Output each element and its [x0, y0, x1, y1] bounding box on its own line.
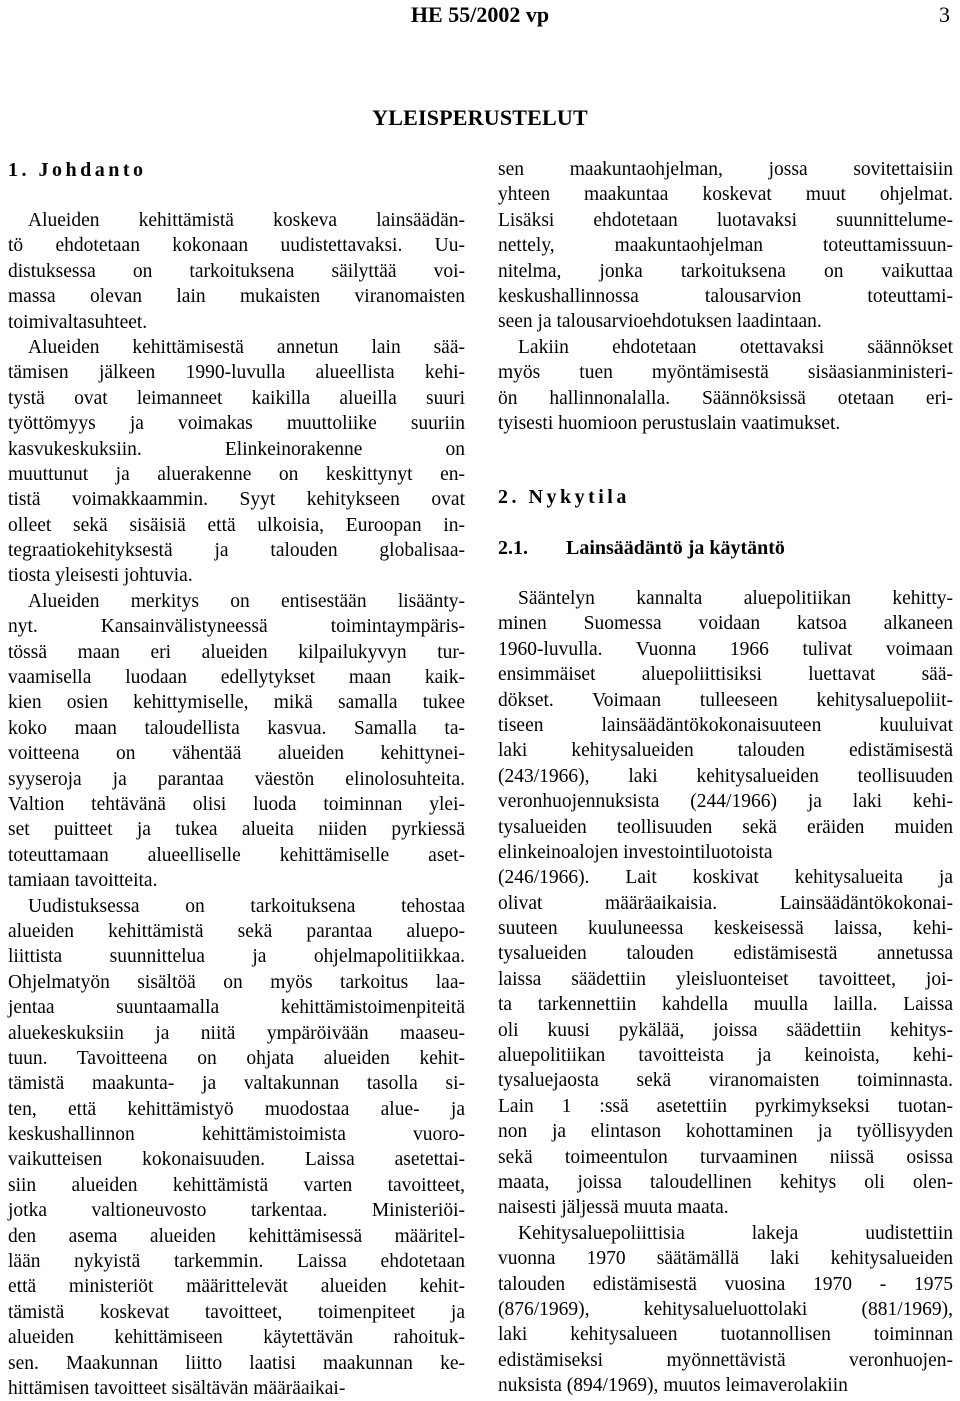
text-line: Alueiden kehittämisestä annetun lain sää- — [28, 336, 465, 358]
text-line: aluepolitiikan tavoitteista ja keinoista, kehi- — [498, 1045, 953, 1067]
text-line: set puitteet ja tukea alueita niiden pyrkiessä — [8, 819, 465, 841]
text-line: Lain 1 :ssä asetettiin pyrkimykseksi tuotan- — [498, 1095, 953, 1117]
text-line: olleet sekä sisäisiä että ulkoisia, Euroopan in- — [8, 514, 465, 536]
text-line: vaikutteisen kokonaisuuden. Laissa asetettai- — [8, 1149, 465, 1171]
text-line: alueiden kehittämistä sekä parantaa aluepo- — [8, 920, 465, 942]
document-id: HE 55/2002 vp — [410, 2, 550, 27]
text-line: koko maan taloudellista kasvua. Samalla ta- — [8, 717, 465, 739]
text-line: laki kehitysalueen tuotannollisen toiminnan — [498, 1324, 953, 1346]
subheading-number: 2.1. — [498, 537, 528, 559]
text-line: voitteena on vähentää alueiden kehittynei- — [8, 743, 465, 765]
text-line: jentaa suuntaamalla kehittämistoimenpiteitä — [8, 997, 465, 1019]
page-number: 3 — [939, 2, 950, 27]
text-line: laki kehitysalueiden talouden edistämisestä — [498, 740, 953, 762]
text-line: Sääntelyn kannalta aluepolitiikan kehitty- — [518, 588, 953, 609]
text-line: muuttunut ja aluerakenne on keskittynyt en- — [8, 463, 465, 485]
text-line: Valtion tehtävänä olisi luoda toiminnan ylei- — [8, 793, 465, 815]
text-line: ensimmäiset aluepoliittisiksi luettavat sää- — [498, 664, 953, 686]
text-line: tiseen lainsäädäntökokonaisuuteen kuuluivat — [498, 714, 953, 736]
text-line: aluekeskuksiin ja niitä ympäröivään maaseu- — [8, 1022, 465, 1044]
text-line: Kehitysaluepoliittisia lakeja uudistettiin — [518, 1222, 953, 1244]
subheading-lainsaadanto — [498, 537, 785, 560]
text-line: työttömyys ja voimakas muuttoliike suuriin — [8, 413, 465, 435]
text-line: syyseroja ja parantaa väestön elinolosuhteita. — [8, 768, 465, 790]
text-line: tö ehdotetaan kokonaan uudistettavaksi. Uu- — [8, 235, 465, 257]
text-line: tiosta yleisesti johtuvia. — [8, 565, 193, 587]
text-line: tamiaan tavoitteita. — [8, 870, 158, 892]
text-line: Alueiden kehittämistä koskeva lainsäädän- — [28, 210, 465, 231]
text-line: elinkeinoalojen investointiluotoista — [498, 841, 773, 863]
text-line: den asema alueiden kehittämisessä määritel- — [8, 1225, 465, 1247]
text-line: vuonna 1970 säätämällä laki kehitysalueiden — [498, 1248, 953, 1270]
text-line: keskushallinnon kehittämistoimista vuoro- — [8, 1124, 465, 1146]
text-line: lään nykyistä tarkemmin. Laissa ehdotetaan — [8, 1251, 465, 1273]
text-line: seen ja talousarvioehdotuksen laadintaan. — [498, 311, 822, 333]
text-line: ten, että kehittämistyö muodostaa alue- ja — [8, 1098, 465, 1120]
right-column-text-b — [498, 586, 953, 1399]
text-line: myös tuen myöntämisestä sisäasianministeri- — [498, 362, 953, 384]
text-line: siin alueiden kehittämistä varten tavoitteet, — [8, 1174, 465, 1196]
text-line: Ohjelmatyön sisältöä on myös tarkoitus laa- — [8, 971, 465, 993]
heading-johdanto: 1. Johdanto — [8, 159, 147, 181]
text-line: Alueiden merkitys on entisestään lisäänty- — [28, 590, 465, 612]
text-line: tysalueiden talouden edistämisestä annetussa — [498, 943, 953, 965]
text-line: tössä maan eri alueiden kilpailukyvyn tur- — [8, 641, 465, 663]
text-line: tämistä koskevat tavoitteet, toimenpiteet ja — [8, 1301, 465, 1323]
text-line: sen maakuntaohjelman, jossa sovitettaisiin — [498, 159, 953, 180]
text-line: sekä toimeentulon turvaaminen niissä osissa — [498, 1146, 953, 1168]
text-line: yhteen maakuntaa koskevat muut ohjelmat. — [498, 184, 953, 206]
text-line: laissa säädettiin yleisluonteiset tavoitteet, joi- — [498, 968, 953, 990]
text-line: dökset. Voimaan tulleeseen kehitysaluepoliit- — [498, 689, 953, 711]
text-line: sen. Maakunnan liitto laatisi maakunnan ke- — [8, 1352, 465, 1374]
text-line: suuteen kuuluneessa keskeisessä laissa, kehi- — [498, 918, 953, 940]
text-line: nitelma, jonka tarkoituksena on vaikuttaa — [498, 260, 953, 282]
text-line: vaamisella luodaan edellytykset maan kaik- — [8, 667, 465, 689]
text-line: toimivaltasuhteet. — [8, 311, 148, 333]
page-header — [0, 0, 960, 40]
text-line: nuksista (894/1969), muutos leimaverolakiin — [498, 1375, 848, 1397]
text-line: (246/1966). Lait koskivat kehitysalueita ja — [498, 867, 953, 889]
text-line: Uudistuksessa on tarkoituksena tehostaa — [28, 895, 465, 917]
text-line: tuun. Tavoitteena on ohjata alueiden kehit- — [8, 1047, 465, 1069]
text-line: maata, joissa taloudellinen kehitys oli olen- — [498, 1171, 953, 1193]
text-line: keskushallinnossa talousarvion toteuttami- — [498, 285, 953, 307]
text-line: massa olevan lain mukaisten viranomaisten — [8, 286, 465, 308]
text-line: ta tarkennettiin kahdella muulla lailla. Laissa — [498, 994, 953, 1016]
text-line: kien osien kehittymiselle, mikä samalla tukee — [8, 692, 465, 714]
text-line: nettely, maakuntaohjelman toteuttamissuun- — [498, 235, 953, 257]
text-line: veronhuojennuksista (244/1966) ja laki kehi- — [498, 791, 953, 813]
text-line: tegraatiokehityksestä ja talouden globalisaa- — [8, 540, 465, 562]
text-line: tystä ovat leimanneet kaikilla alueilla suuri — [8, 387, 465, 409]
text-line: kasvukeskuksiin. Elinkeinorakenne on — [8, 438, 465, 460]
text-line: nyt. Kansainvälistyneessä toimintaympäris- — [8, 616, 465, 638]
text-line: distuksessa on tarkoituksena säilyttää voi- — [8, 260, 465, 282]
text-line: tämistä maakunta- ja valtakunnan tasolla si- — [8, 1073, 465, 1095]
text-line: ön hallinnonalalla. Säännöksissä otetaan eri- — [498, 387, 953, 409]
text-line: toteuttamaan alueelliselle kehittämiselle aset- — [8, 844, 465, 866]
text-line: (876/1969), kehitysalueluottolaki (881/1969), — [498, 1298, 953, 1320]
text-line: tämisen jälkeen 1990-luvulla alueellista kehi- — [8, 362, 465, 384]
text-line: minen Suomessa voidaan katsoa alkaneen — [498, 613, 953, 635]
text-line: (243/1966), laki kehitysalueiden teollisuuden — [498, 765, 953, 787]
text-line: jotka valtioneuvosto tarkentaa. Ministeriöi- — [8, 1200, 465, 1222]
text-line: edistämiseksi myönnettävistä veronhuojen- — [498, 1349, 953, 1371]
text-line: hittämisen tavoitteet sisältävän määräaikai- — [8, 1377, 346, 1399]
text-line: non ja elintason kohottaminen ja työllisyyden — [498, 1121, 953, 1143]
heading-nykytila: 2. Nykytila — [498, 486, 630, 508]
right-column-text-a — [498, 157, 953, 436]
text-line: olivat määräaikaisia. Lainsäädäntökokonai- — [498, 892, 953, 914]
text-line: tyisesti huomioon perustuslain vaatimukset. — [498, 412, 841, 434]
text-line: että ministeriöt määrittelevät alueiden kehit- — [8, 1276, 465, 1298]
text-line: 1960-luvulla. Vuonna 1966 tulivat voimaan — [498, 638, 953, 660]
text-line: talouden edistämisestä vuosina 1970 - 1975 — [498, 1273, 953, 1295]
subheading-title: Lainsäädäntö ja käytäntö — [566, 537, 785, 559]
section-title: YLEISPERUSTELUT — [372, 105, 588, 130]
left-column-text — [8, 208, 465, 1401]
text-line: tysaluejaosta sekä viranomaisten toiminnasta. — [498, 1070, 953, 1092]
text-line: naisesti jäljessä muuta maata. — [498, 1197, 729, 1219]
text-line: oli kuusi pykälää, joissa säädettiin kehitys- — [498, 1019, 953, 1041]
text-line: alueiden kehittämiseen käytettävän rahoituk- — [8, 1327, 465, 1349]
text-line: Lakiin ehdotetaan otettavaksi säännökset — [518, 336, 953, 358]
text-line: tistä voimakkaammin. Syyt kehitykseen ovat — [8, 489, 465, 511]
text-line: tysalueiden teollisuuden sekä eräiden muiden — [498, 816, 953, 838]
text-line: liittista suunnittelua ja ohjelmapolitiikkaa. — [8, 946, 465, 968]
text-line: Lisäksi ehdotetaan luotavaksi suunnittelume- — [498, 209, 953, 231]
